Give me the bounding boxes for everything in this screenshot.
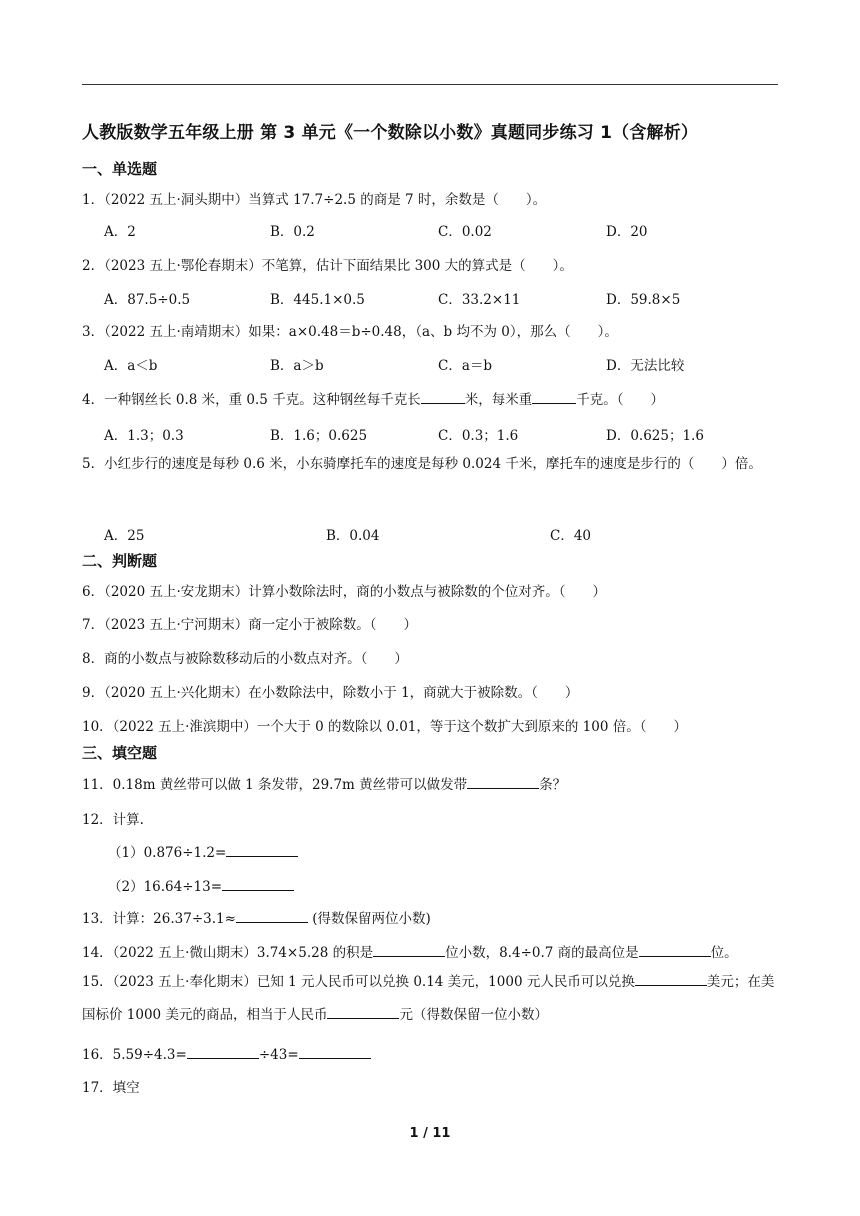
answer-blank[interactable]	[467, 774, 539, 789]
q15-text-part-1: 15．（2023 五上·奉化期末）已知 1 元人民币可以兑换 0.14 美元，1000 元人民币可以兑换	[82, 974, 635, 990]
question-3: 3．（2022 五上·南靖期末）如果：a×0.48＝b÷0.48，（a、b 均不为 0），那么（ ）。	[82, 324, 618, 340]
section-heading-true-false: 二、判断题	[82, 552, 158, 570]
q4-option-b: B．1.6；0.625	[270, 428, 368, 444]
q13-text-part-1: 13．计算：26.37÷3.1≈	[82, 911, 236, 927]
header-rule	[82, 84, 778, 85]
q2-option-d: D．59.8×5	[606, 292, 681, 308]
answer-blank[interactable]	[187, 1044, 259, 1059]
q5-option-a: A．25	[104, 528, 145, 544]
q11-text-part-2: 条？	[539, 777, 567, 793]
question-15	[82, 966, 782, 1032]
q14-text-part-1: 14．（2022 五上·微山期末）3.74×5.28 的积是	[82, 945, 374, 961]
q16-text-part-2: ÷43=	[258, 1047, 299, 1063]
q1-option-a: A．2	[104, 224, 136, 240]
q12-sub-2-text: （2）16.64÷13=	[108, 879, 223, 895]
q2-option-c: C．33.2×11	[438, 292, 521, 308]
q4-option-c: C．0.3；1.6	[438, 428, 519, 444]
q1-option-c: C．0.02	[438, 224, 492, 240]
question-10: 10．（2022 五上·淮滨期中）一个大于 0 的数除以 0.01，等于这个数扩大到原来的 100 倍。（ ）	[82, 719, 687, 735]
q15-text-part-2: 美元；在美国标价 1000 美元的商品，相当于人民币	[82, 974, 775, 1023]
question-4	[82, 388, 664, 408]
q3-option-c: C．a＝b	[438, 358, 493, 374]
q3-option-d: D．无法比较	[606, 358, 685, 374]
answer-blank[interactable]	[532, 389, 576, 404]
question-13	[82, 907, 431, 927]
question-5: 5．小红步行的速度是每秒 0.6 米，小东骑摩托车的速度是每秒 0.024 千米，摩托车的速度是步行的（ ）倍。	[82, 456, 762, 472]
section-heading-fill-in: 三、填空题	[82, 744, 158, 762]
q12-sub-1-text: （1）0.876÷1.2=	[108, 845, 227, 861]
answer-blank[interactable]	[639, 942, 711, 957]
q14-text-part-3: 位。	[710, 945, 738, 961]
q4-option-a: A．1.3；0.3	[104, 428, 184, 444]
question-16	[82, 1043, 371, 1063]
page-number: 1 / 11	[409, 1126, 451, 1141]
q5-option-c: C．40	[550, 528, 592, 544]
q2-option-b: B．445.1×0.5	[270, 292, 365, 308]
answer-blank[interactable]	[421, 389, 465, 404]
answer-blank[interactable]	[236, 908, 308, 923]
question-14	[82, 941, 738, 961]
q13-text-part-2: (得数保留两位小数)	[307, 911, 431, 927]
q12-sub-1	[108, 841, 298, 861]
q4-text-part-3: 千克。（ ）	[576, 392, 664, 408]
q1-option-d: D．20	[606, 224, 648, 240]
question-11	[82, 773, 566, 793]
q14-text-part-2: 位小数，8.4÷0.7 商的最高位是	[445, 945, 639, 961]
q12-sub-2	[108, 875, 294, 895]
question-7: 7．（2023 五上·宁河期末）商一定小于被除数。（ ）	[82, 617, 418, 633]
answer-blank[interactable]	[635, 971, 707, 986]
q15-text-part-3: 元（得数保留一位小数）	[399, 1007, 548, 1023]
q11-text-part-1: 11．0.18m 黄丝带可以做 1 条发带，29.7m 黄丝带可以做发带	[82, 777, 468, 793]
q4-text-part-1: 4．一种钢丝长 0.8 米，重 0.5 千克。这种钢丝每千克长	[82, 392, 421, 408]
question-1: 1．（2022 五上·洞头期中）当算式 17.7÷2.5 的商是 7 时，余数是（ ）。	[82, 192, 547, 208]
q4-option-d: D．0.625；1.6	[606, 428, 704, 444]
answer-blank[interactable]	[299, 1044, 371, 1059]
question-17: 17．填空	[82, 1080, 140, 1096]
q3-option-b: B．a＞b	[270, 358, 324, 374]
q2-option-a: A．87.5÷0.5	[104, 292, 191, 308]
answer-blank[interactable]	[373, 942, 445, 957]
q5-option-b: B．0.04	[326, 528, 380, 544]
q1-option-b: B．0.2	[270, 224, 315, 240]
question-6: 6．（2020 五上·安龙期末）计算小数除法时，商的小数点与被除数的个位对齐。（ ）	[82, 584, 607, 600]
question-12: 12．计算.	[82, 812, 144, 828]
q16-text-part-1: 16．5.59÷4.3=	[82, 1047, 187, 1063]
question-8: 8．商的小数点与被除数移动后的小数点对齐。（ ）	[82, 651, 408, 667]
q4-text-part-2: 米，每米重	[464, 392, 533, 408]
question-9: 9．（2020 五上·兴化期末）在小数除法中，除数小于 1，商就大于被除数。（ ）	[82, 685, 579, 701]
answer-blank[interactable]	[327, 1004, 399, 1019]
answer-blank[interactable]	[222, 876, 294, 891]
q3-option-a: A．a＜b	[104, 358, 158, 374]
answer-blank[interactable]	[226, 842, 298, 857]
document-title: 人教版数学五年级上册 第 3 单元《一个数除以小数》真题同步练习 1（含解析）	[82, 123, 699, 143]
section-heading-single-choice: 一、单选题	[82, 160, 158, 178]
question-2: 2．（2023 五上·鄂伦春期末）不笔算，估计下面结果比 300 大的算式是（ ）。	[82, 258, 573, 274]
